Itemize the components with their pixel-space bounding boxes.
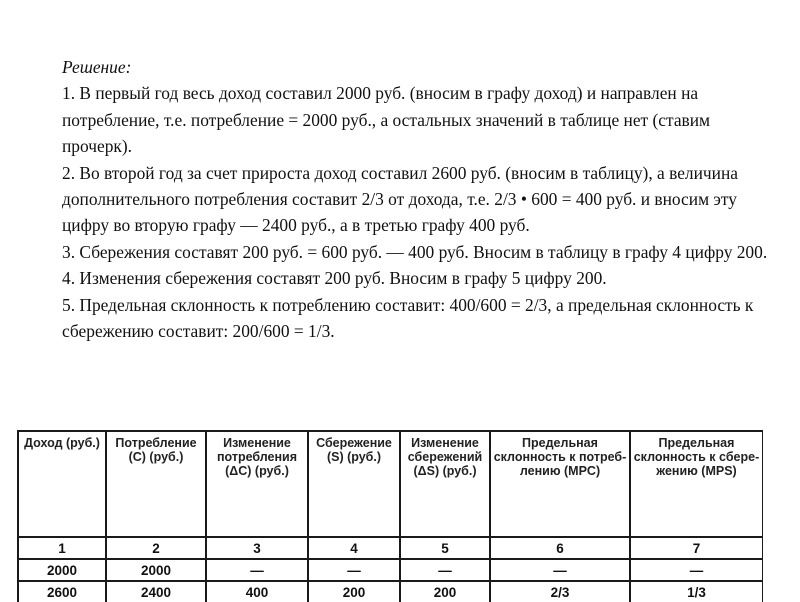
income-table-image xyxy=(17,430,763,602)
table-cell: — xyxy=(400,559,490,581)
table-cell: 2000 xyxy=(18,559,106,581)
solution-step-5: 5. Предельная склонность к потреблению составит: 400/600 = 2/3, а предельная склонность к сбережению составит: 200/600 = 1/3. xyxy=(62,294,754,342)
table-cell: 1/3 xyxy=(630,581,763,602)
table-cell: — xyxy=(630,559,763,581)
table-cell: — xyxy=(206,559,308,581)
column-number: 5 xyxy=(400,537,490,559)
table-cell: 2/3 xyxy=(490,581,630,602)
income-table xyxy=(17,430,763,602)
header-consumption: Потребление (С) (руб.) xyxy=(106,431,206,537)
column-number: 1 xyxy=(18,537,106,559)
column-number-row xyxy=(18,537,763,559)
table-header-row xyxy=(18,431,763,537)
header-consumption-change: Изменение потребления (ΔС) (руб.) xyxy=(206,431,308,537)
column-number: 4 xyxy=(308,537,400,559)
table-cell: — xyxy=(308,559,400,581)
table-cell: 400 xyxy=(206,581,308,602)
solution-step-3: 3. Сбережения составят 200 руб. = 600 руб. — 400 руб. Вносим в таблицу в графу 4 цифру 200. xyxy=(62,241,768,262)
solution-step-2: 2. Во второй год за счет прироста доход составил 2600 руб. (вносим в таблицу), а величина дополнительного потребления составит 2/3 от дохода, т.е. 2/3 • 600 = 400 руб. и вносим эту цифру во вторую графу — 2400 руб., а в третью графу 400 руб. xyxy=(62,162,738,236)
header-mps: Предельная склонность к сбережению (MPS) xyxy=(630,431,763,537)
header-savings-change: Изменение сбережений (ΔS) (руб.) xyxy=(400,431,490,537)
column-number: 6 xyxy=(490,537,630,559)
table-cell: 200 xyxy=(308,581,400,602)
table-row xyxy=(18,559,763,581)
column-number: 2 xyxy=(106,537,206,559)
table-cell: 2400 xyxy=(106,581,206,602)
table-cell: 2600 xyxy=(18,581,106,602)
table-cell: — xyxy=(490,559,630,581)
header-income: Доход (руб.) xyxy=(18,431,106,537)
column-number: 7 xyxy=(630,537,763,559)
header-savings: Сбережение (S) (руб.) xyxy=(308,431,400,537)
table-cell: 200 xyxy=(400,581,490,602)
table-cell: 2000 xyxy=(106,559,206,581)
column-number: 3 xyxy=(206,537,308,559)
solution-text xyxy=(62,54,777,344)
solution-heading: Решение: xyxy=(62,57,132,77)
solution-step-4: 4. Изменения сбережения составят 200 руб. Вносим в графу 5 цифру 200. xyxy=(62,268,607,289)
header-mpc: Предельная склонность к потреблению (MPC) xyxy=(490,431,630,537)
table-row xyxy=(18,581,763,602)
solution-step-1: 1. В первый год весь доход составил 2000 руб. (вносим в графу доход) и направлен на потребление, т.е. потребление = 2000 руб., а остальных значений в таблице нет (ставим прочерк). xyxy=(62,83,711,157)
